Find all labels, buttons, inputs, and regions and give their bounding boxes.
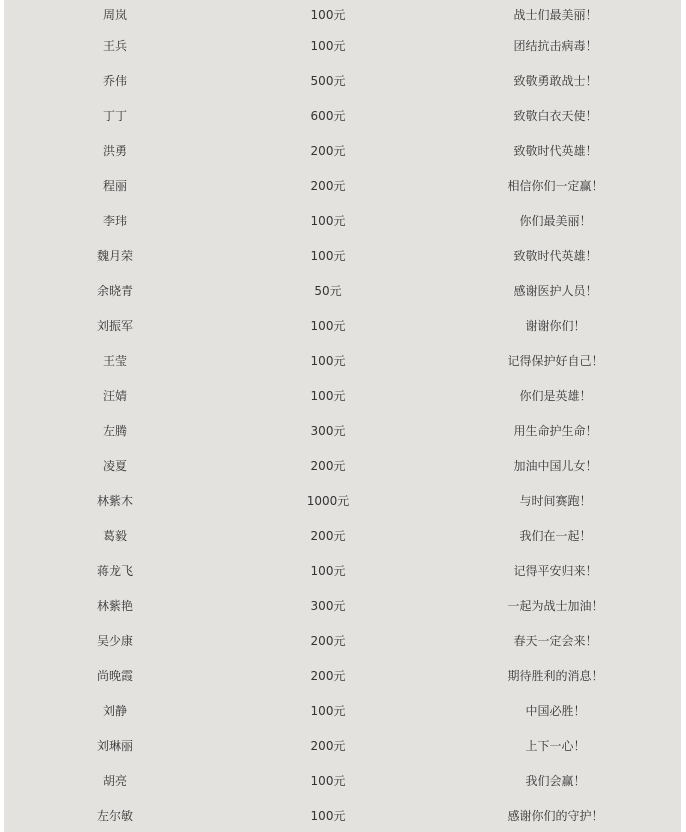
table-row xyxy=(4,658,681,693)
table-row xyxy=(4,553,681,588)
donor-message-cell: 你们是英雄！ xyxy=(519,389,592,403)
donation-amount-cell: 300元 xyxy=(310,424,346,438)
table-row xyxy=(4,623,681,658)
table-row xyxy=(4,133,681,168)
donor-message-cell: 加油中国儿女！ xyxy=(513,459,598,473)
donor-message-cell: 致敬时代英雄！ xyxy=(513,144,598,158)
table-row xyxy=(4,763,681,798)
donor-name-cell: 洪勇 xyxy=(102,144,127,158)
table-row xyxy=(4,343,681,378)
table-row xyxy=(4,728,681,763)
donation-list xyxy=(4,0,681,832)
donor-name-cell: 林紫艳 xyxy=(96,599,133,613)
donor-name-cell: 汪婧 xyxy=(102,389,127,403)
donation-amount-cell: 100元 xyxy=(310,354,346,368)
donation-amount-cell: 100元 xyxy=(310,7,346,22)
table-row xyxy=(4,0,681,28)
table-row xyxy=(4,168,681,203)
donation-amount-cell: 50元 xyxy=(314,284,342,298)
table-row xyxy=(4,693,681,728)
table-row xyxy=(4,308,681,343)
donor-name-cell: 刘振军 xyxy=(96,319,133,333)
donor-message-cell: 致敬白衣天使！ xyxy=(513,109,598,123)
donor-message-cell: 上下一心！ xyxy=(525,739,586,753)
donation-amount-cell: 200元 xyxy=(310,144,346,158)
table-row xyxy=(4,98,681,133)
donation-amount-cell: 100元 xyxy=(310,214,346,228)
donor-name-cell: 李玮 xyxy=(102,214,127,228)
donor-message-cell: 期待胜利的消息！ xyxy=(507,669,604,683)
donor-name-cell: 林紫木 xyxy=(96,494,133,508)
donation-amount-cell: 100元 xyxy=(310,319,346,333)
donor-message-cell: 中国必胜！ xyxy=(525,704,586,718)
donor-name-cell: 凌夏 xyxy=(102,459,127,473)
table-row xyxy=(4,273,681,308)
donation-amount-cell: 200元 xyxy=(310,739,346,753)
table-row xyxy=(4,588,681,623)
donor-name-cell: 周岚 xyxy=(102,7,127,22)
table-row xyxy=(4,448,681,483)
donor-name-cell: 魏月荣 xyxy=(96,249,133,263)
table-row xyxy=(4,483,681,518)
donor-message-cell: 相信你们一定赢！ xyxy=(507,179,604,193)
donor-message-cell: 记得保护好自己！ xyxy=(507,354,604,368)
table-row xyxy=(4,798,681,832)
donor-message-cell: 致敬勇敢战士！ xyxy=(513,74,598,88)
donor-message-cell: 你们最美丽！ xyxy=(519,214,592,228)
donation-amount-cell: 600元 xyxy=(310,109,346,123)
table-row xyxy=(4,518,681,553)
donor-message-cell: 春天一定会来！ xyxy=(513,634,598,648)
table-row xyxy=(4,378,681,413)
donor-name-cell: 吴少康 xyxy=(96,634,133,648)
donation-amount-cell: 100元 xyxy=(310,774,346,788)
donation-table-body xyxy=(4,0,681,832)
donor-name-cell: 丁丁 xyxy=(102,109,127,123)
donor-message-cell: 我们会赢！ xyxy=(525,774,586,788)
donor-name-cell: 刘静 xyxy=(102,704,127,718)
donation-table xyxy=(4,0,681,832)
donation-amount-cell: 300元 xyxy=(310,599,346,613)
donation-amount-cell: 200元 xyxy=(310,634,346,648)
donation-amount-cell: 100元 xyxy=(310,39,346,53)
donation-amount-cell: 100元 xyxy=(310,564,346,578)
donor-name-cell: 刘琳丽 xyxy=(96,739,133,753)
donor-name-cell: 胡亮 xyxy=(102,774,127,788)
donation-amount-cell: 200元 xyxy=(310,459,346,473)
table-row xyxy=(4,238,681,273)
donor-name-cell: 左腾 xyxy=(102,424,127,438)
donor-message-cell: 谢谢你们！ xyxy=(525,319,586,333)
donor-name-cell: 余晓青 xyxy=(96,284,133,298)
donation-amount-cell: 200元 xyxy=(310,179,346,193)
donor-name-cell: 王兵 xyxy=(102,39,127,53)
donation-amount-cell: 1000元 xyxy=(306,494,350,508)
donor-name-cell: 尚晚霞 xyxy=(96,669,133,683)
donation-amount-cell: 100元 xyxy=(310,809,346,823)
donor-message-cell: 感谢你们的守护！ xyxy=(507,809,604,823)
donation-amount-cell: 100元 xyxy=(310,249,346,263)
donor-message-cell: 一起为战士加油！ xyxy=(507,599,604,613)
table-row xyxy=(4,413,681,448)
donor-message-cell: 我们在一起！ xyxy=(519,529,592,543)
donor-name-cell: 王莹 xyxy=(102,354,127,368)
donor-message-cell: 与时间赛跑！ xyxy=(519,494,592,508)
donor-message-cell: 感谢医护人员！ xyxy=(513,284,598,298)
donor-name-cell: 左尔敏 xyxy=(96,809,133,823)
donor-message-cell: 用生命护生命！ xyxy=(513,424,598,438)
donation-amount-cell: 100元 xyxy=(310,704,346,718)
donation-amount-cell: 200元 xyxy=(310,669,346,683)
donation-amount-cell: 200元 xyxy=(310,529,346,543)
donor-name-cell: 乔伟 xyxy=(102,74,127,88)
donor-name-cell: 程丽 xyxy=(102,179,127,193)
donor-message-cell: 记得平安归来！ xyxy=(513,564,598,578)
donation-amount-cell: 500元 xyxy=(310,74,346,88)
donor-message-cell: 团结抗击病毒！ xyxy=(513,39,598,53)
table-row xyxy=(4,203,681,238)
donor-message-cell: 战士们最美丽！ xyxy=(513,7,598,22)
donation-amount-cell: 100元 xyxy=(310,389,346,403)
donor-name-cell: 蒋龙飞 xyxy=(96,564,133,578)
table-row xyxy=(4,63,681,98)
donor-message-cell: 致敬时代英雄！ xyxy=(513,249,598,263)
donor-name-cell: 葛毅 xyxy=(102,529,127,543)
table-row xyxy=(4,28,681,63)
